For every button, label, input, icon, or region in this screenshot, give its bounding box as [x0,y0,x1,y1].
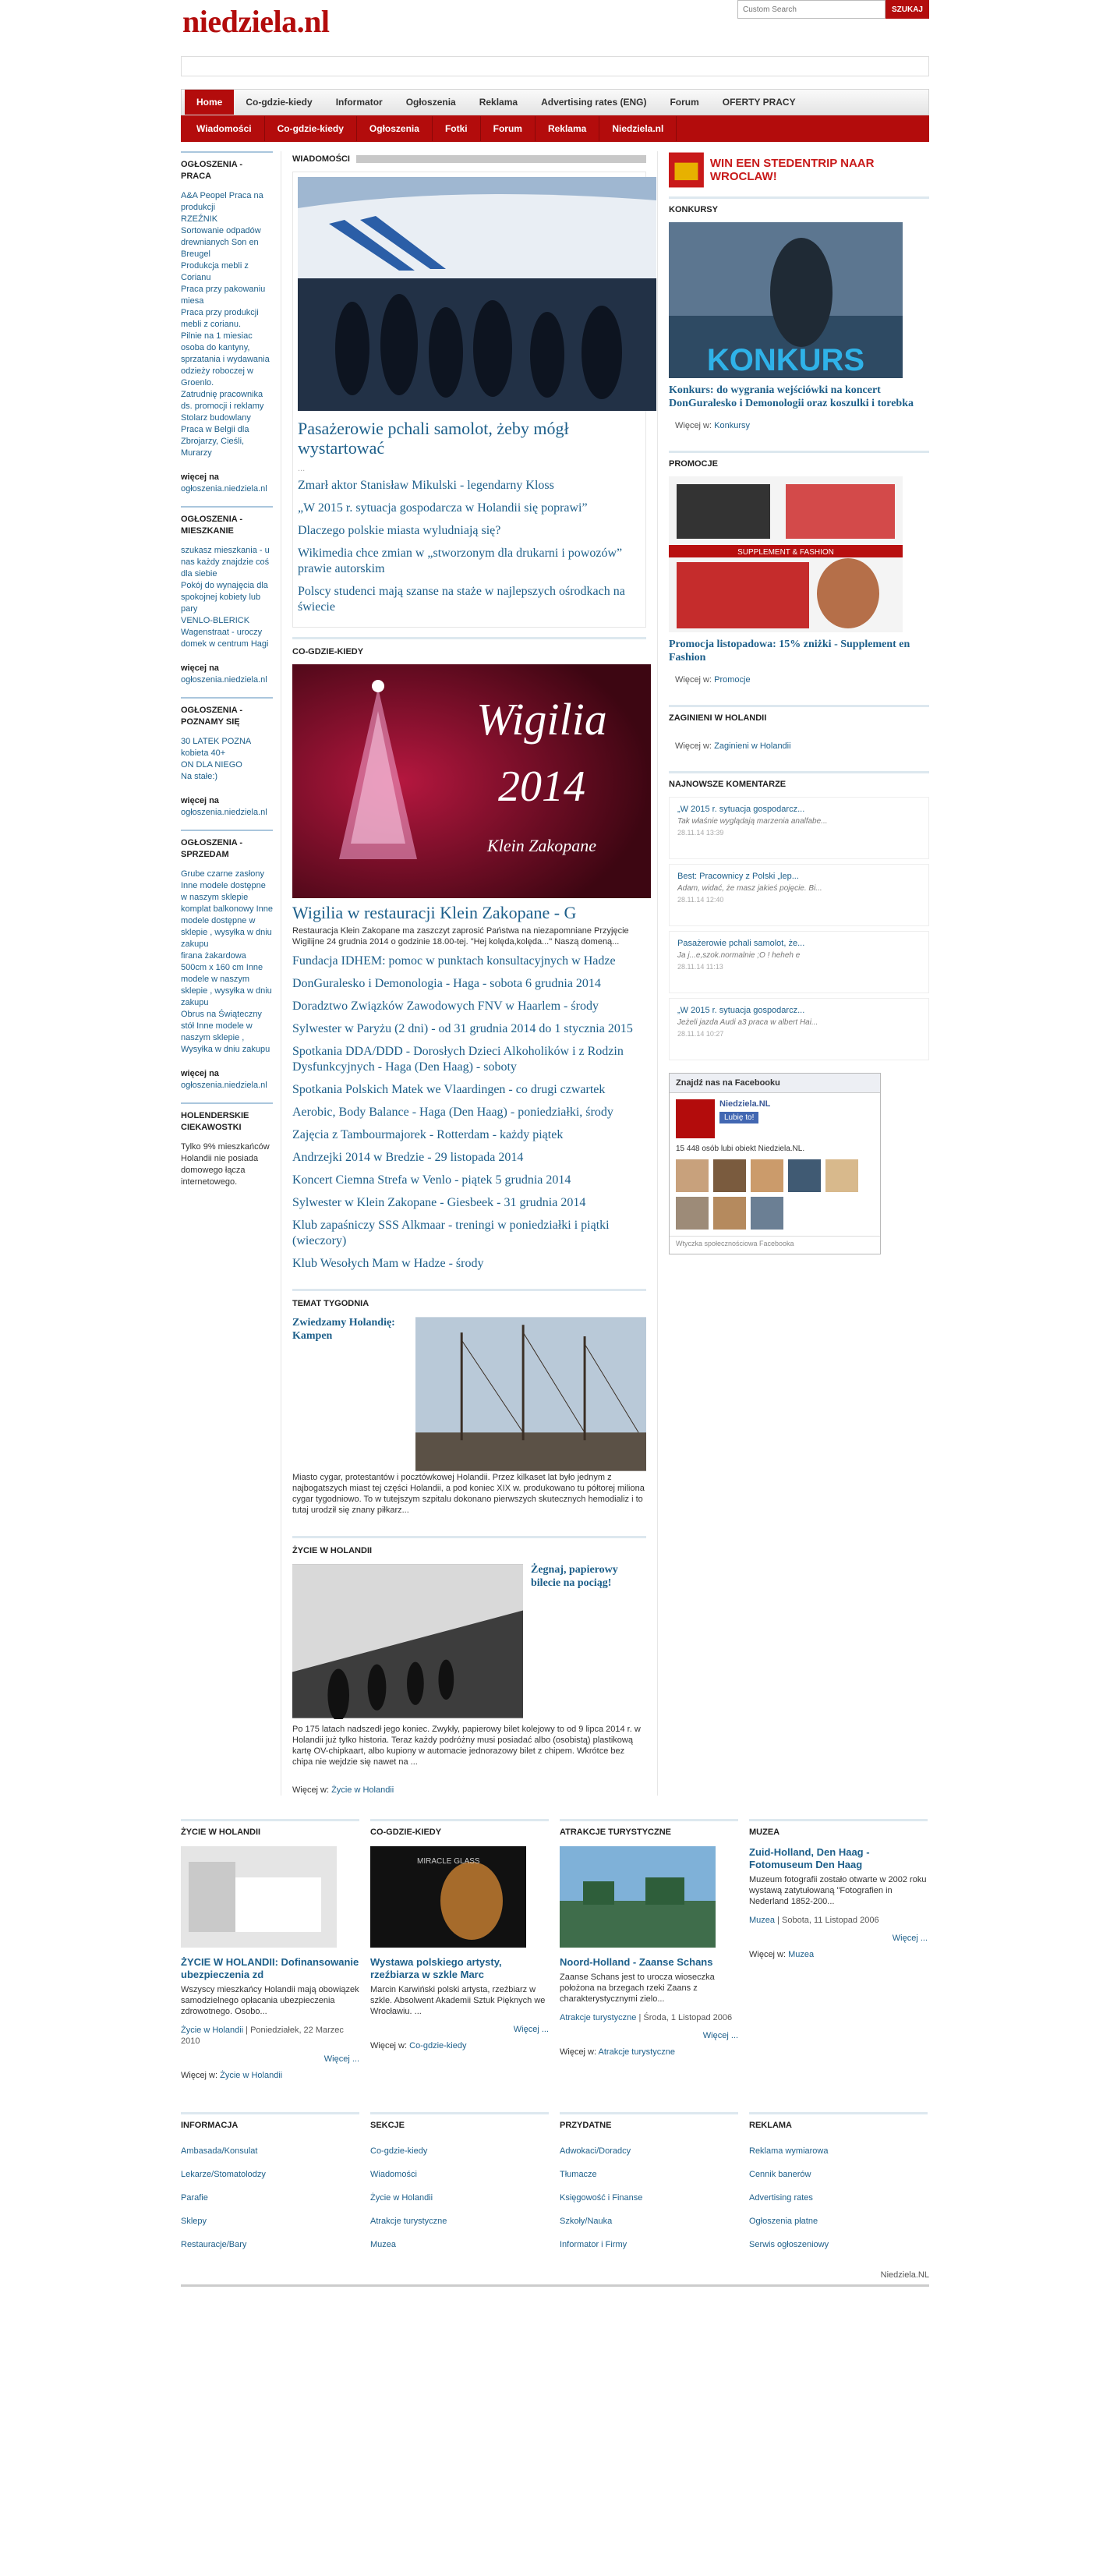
comment-item: „W 2015 r. sytuacja gospodarcz... Tak właśnie wyglądają marzenia analfabe... 28.11.14 13:39 [669,797,929,859]
header [181,0,929,56]
footer-link[interactable]: Informator i Firmy [560,2240,627,2249]
ogloszenia-link[interactable]: ogłoszenia.niedziela.nl [181,808,267,817]
ad-link[interactable]: Obrus na Świąteczny stół Inne modele w naszym sklepie , Wysyłka w dniu zakupu [181,1010,270,1054]
bottom-muzea: MUZEA Zuid-Holland, Den Haag - Fotomuseum Den Haag Muzeum fotografii zostało otwarte w 2002 roku wystawą zatytułowaną "Fotografien in Nederland 1852-200... Muzea | Sobota, 11 Listopad 2006 Więcej ... Więcej w: Muzea [749,1819,928,2081]
avatar[interactable] [751,1197,783,1230]
footer-links [181,2112,929,2256]
ad-link[interactable]: Produkcja mebli z Corianu [181,261,249,282]
section-header: ŻYCIE W HOLANDII [292,1546,373,1555]
ad-link[interactable]: Zatrudnię pracownika ds. promocji i reklamy [181,390,264,411]
ad-link[interactable]: Praca przy produkcji mebli z corianu. [181,308,259,329]
ads-mieszkanie [181,506,273,686]
bottom-meta-link[interactable]: Muzea [749,1916,776,1925]
ads-poznamy-title: OGŁOSZENIA - POZNAMY SIĘ [181,706,243,727]
bottom-img-text: MIRACLE GLASS [417,1857,480,1866]
nav-home[interactable]: Home [185,90,234,115]
bottom-sections [181,1819,929,2081]
event-link[interactable]: Zajęcia z Tambourmajorek - Rotterdam - każdy piątek [292,1128,564,1141]
poster-sub: Klein Zakopane [487,836,596,855]
left-sidebar [181,151,281,1796]
footer-link[interactable]: Tłumacze [560,2170,597,2179]
konkurs-more[interactable]: Konkursy [714,421,750,430]
comment-item: Best: Pracownicy z Polski „lep... Adam, widać, że masz jakieś pojęcie. Bi... 28.11.14 12:40 [669,864,929,926]
avatar[interactable] [825,1159,858,1192]
subnav-reklama[interactable]: Reklama [536,116,599,141]
search-box [737,0,929,19]
poster-title: Wigilia [476,694,607,745]
site-logo[interactable]: niedziela.nl [182,4,330,39]
fb-count: 15 448 osób lubi obiekt Niedziela.NL. [676,1145,805,1153]
zycie-more: Więcej w: Życie w Holandii [292,1785,394,1795]
news-link[interactable]: Polscy studenci mają szanse na staże w najlepszych ośrodkach na świecie [298,585,625,614]
avatar[interactable] [751,1159,783,1192]
promocje-link[interactable]: Promocja listopadowa: 15% zniżki - Supplement en Fashion [669,639,910,663]
ad-link[interactable]: komplat balkonowy Inne modele dostępne w sklepie , wysyłka w dniu zakupu [181,904,274,949]
ad-link[interactable]: A&A Peopel Praca na produkcji [181,191,263,212]
footer-link[interactable]: Ambasada/Konsulat [181,2146,258,2156]
news-lead-image[interactable] [298,177,656,411]
ads-praca [181,151,273,495]
ad-link[interactable]: 30 LATEK POZNA kobieta 40+ [181,737,251,758]
bottom-more[interactable]: Więcej ... [323,2054,359,2064]
bottom-text: Zaanse Schans jest to urocza wioseczka położona na brzegach rzeki Zaans z charakterystycznymi zielo... [560,1973,715,2004]
more-link: więcej na ogłoszenia.niedziela.nl [181,663,273,686]
comment-link[interactable]: Best: Pracownicy z Polski „lep... [677,872,799,881]
ads-praca-title: OGŁOSZENIA - PRACA [181,160,243,181]
news-link[interactable]: Wikimedia chce zmian w „stworzonym dla drukarni i powozów” prawie autorskim [298,547,623,575]
komentarze-title: NAJNOWSZE KOMENTARZE [669,780,787,789]
ad-link[interactable]: VENLO-BLERICK Wagenstraat - uroczy domek w centrum Hagi [181,616,269,649]
ads-sprzedam [181,830,273,1092]
footer-link[interactable]: Księgowość i Finanse [560,2193,643,2203]
promocje-image[interactable] [669,476,903,632]
footer-col [181,2112,359,2256]
footer-col-title: REKLAMA [749,2121,792,2130]
fb-plugin: Wtyczka społecznościowa Facebooka [670,1236,880,1254]
news-lead-title[interactable]: Pasażerowie pchali samolot, żeby mógł wystartować [298,419,569,458]
konkurs-image[interactable] [669,222,903,378]
footer-link[interactable]: Co-gdzie-kiedy [370,2146,428,2156]
poster-year: 2014 [498,763,585,811]
news-link[interactable]: Dlaczego polskie miasta wyludniają się? [298,524,501,537]
event-link[interactable]: Doradztwo Związków Zawodowych FNV w Haarlem - środy [292,1000,599,1013]
bottom-head[interactable]: Zuid-Holland, Den Haag - Fotomuseum Den Haag [749,1846,870,1870]
bottom-head[interactable]: Wystawa polskiego artysty, rzeźbiarza w szkle Marc [370,1956,502,1980]
section-header: CO-GDZIE-KIEDY [292,647,364,656]
search-input[interactable] [737,0,886,19]
bottom-text: Muzeum fotografii zostało otwarte w 2002 roku wystawą zatytułowaną "Fotografien in Nederland 1852-200... [749,1875,927,1906]
temat-text: Miasto cygar, protestantów i pocztówkowej Holandii. Przez kilkaset lat było jednym z najbogatszych miast tej części Holandii, a pod koniec XIX w. produkowano tu półtorej miliona cygar tygodniowo. To w tutejszym szpitalu dokonano pierwszych skutecznych hemodializ i to tutaj urodził się znany piłkarz... [292,1473,645,1515]
footer-link[interactable]: Lekarze/Stomatolodzy [181,2170,266,2179]
bottom-section-link[interactable]: Życie w Holandii [220,2071,283,2080]
nav-oferty-pracy[interactable]: OFERTY PRACY [722,97,796,108]
footer-link[interactable]: Ogłoszenia płatne [749,2217,818,2226]
ogloszenia-link[interactable]: ogłoszenia.niedziela.nl [181,675,267,685]
event-link[interactable]: Koncert Ciemna Strefa w Venlo - piątek 5 grudnia 2014 [292,1173,571,1187]
footer-link[interactable]: Muzea [370,2240,397,2249]
subnav-co-gdzie-kiedy[interactable]: Co-gdzie-kiedy [265,116,357,141]
comment-item: Pasażerowie pchali samolot, że... Ja j...e,szok.normalnie ;O ! heheh e 28.11.14 11:13 [669,931,929,993]
ad-link[interactable]: Stolarz budowlany [181,413,251,423]
footer-link[interactable]: Advertising rates [749,2193,813,2203]
nav-forum[interactable]: Forum [670,97,699,108]
zycie-block [292,1563,646,1719]
avatar[interactable] [676,1159,709,1192]
bottom-title: ATRAKCJE TURYSTYCZNE [560,1828,672,1837]
wigilia-poster[interactable] [292,664,651,898]
ciekawostki-text: Tylko 9% mieszkańców Holandii nie posiada domowego łącza internetowego. [181,1142,270,1187]
ad-link[interactable]: firana żakardowa 500cm x 160 cm Inne modele w naszym sklepie , wysyłka w dniu zakupu [181,951,272,1007]
more-link: więcej na ogłoszenia.niedziela.nl [181,795,273,819]
footer-col [370,2112,549,2256]
konkurs-title: KONKURSY [669,205,718,214]
banner-text: WIN EEN STEDENTRIP NAAR WROCLAW! [709,157,875,183]
subnav-forum[interactable]: Forum [481,116,536,141]
avatar[interactable] [713,1159,746,1192]
footer-brand: Niedziela.NL [181,2270,929,2287]
footer-link[interactable]: Szkoły/Nauka [560,2217,613,2226]
bottom-atrakcje: ATRAKCJE TURYSTYCZNE Noord-Holland - Zaanse Schans Zaanse Schans jest to urocza wioseczka położona na brzegach rzeki Zaans z charakterystycznymi zielo... Atrakcje turystyczne | Środa, 1 Listopad 2006 Więcej ... Więcej w: Atrakcje turystyczne [560,1819,738,2081]
bottom-more[interactable]: Więcej ... [702,2031,738,2040]
footer-link[interactable]: Reklama wymiarowa [749,2146,829,2156]
search-button[interactable]: SZUKAJ [886,0,929,19]
nav-reklama[interactable]: Reklama [479,97,518,108]
nav-advertising[interactable]: Advertising rates (ENG) [541,97,647,108]
ogloszenia-link[interactable]: ogłoszenia.niedziela.nl [181,1081,267,1090]
fb-faces [670,1153,880,1236]
footer-link[interactable]: Sklepy [181,2217,207,2226]
event-link[interactable]: Fundacja IDHEM: pomoc w punktach konsultacyjnych w Hadze [292,954,616,968]
footer-col [560,2112,738,2256]
bottom-head[interactable]: ŻYCIE W HOLANDII: Dofinansowanie ubezpieczenia zd [181,1956,359,1980]
news-link[interactable]: Zmarł aktor Stanisław Mikulski - legendarny Kloss [298,479,554,492]
avatar[interactable] [676,1197,709,1230]
footer-link[interactable]: Adwokaci/Doradcy [560,2146,631,2156]
nav-ogloszenia[interactable]: Ogłoszenia [405,97,456,108]
konkurs-img-text: KONKURS [706,343,865,377]
zaginieni-title: ZAGINIENI W HOLANDII [669,713,767,723]
ad-link[interactable]: Grube czarne zasłony Inne modele dostępne w naszym sklepie [181,869,266,902]
fb-header: Znajdź nas na Facebooku [670,1074,880,1093]
bottom-title: ŻYCIE W HOLANDII [181,1828,261,1837]
fb-page-avatar [676,1099,715,1138]
promo-img-text: SUPPLEMENT & FASHION [737,548,834,557]
fb-like-button[interactable]: Lubię to! [719,1112,758,1123]
facebook-widget [669,1073,881,1254]
subnav-wiadomosci[interactable]: Wiadomości [184,116,265,141]
event-link[interactable]: DonGuralesko i Demonologia - Haga - sobota 6 grudnia 2014 [292,977,601,990]
bottom-text: Wszyscy mieszkańcy Holandii mają obowiązek samodzielnego opłacania ubezpieczenia zdrowotnego. Osobo... [181,1985,359,2016]
zaginieni-more[interactable]: Zaginieni w Holandii [714,741,791,751]
bottom-zycie: ŻYCIE W HOLANDII ŻYCIE W HOLANDII: Dofinansowanie ubezpieczenia zd Wszyscy mieszkańcy Holandii mają obowiązek samodzielnego opłacania ubezpieczenia zdrowotnego. Osobo... Życie w Holandii | Poniedziałek, 22 Marzec 2010 Więcej ... Więcej w: Życie w Holandii [181,1819,359,2081]
event-link[interactable]: Klub Wesołych Mam w Hadze - środy [292,1257,484,1270]
ciekawostki [181,1102,273,1188]
comment-link[interactable]: „W 2015 r. sytuacja gospodarcz... [677,805,805,814]
event-lead-title[interactable]: Wigilia w restauracji Klein Zakopane - G [292,903,577,922]
train-image[interactable] [292,1563,523,1719]
footer-col-title: PRZYDATNE [560,2121,612,2130]
event-link[interactable]: Klub zapaśniczy SSS Alkmaar - treningi w poniedziałki i piątki (wieczory) [292,1219,610,1247]
avatar[interactable] [788,1159,821,1192]
section-header: WIADOMOŚCI [292,151,646,167]
promocje-title: PROMOCJE [669,459,718,469]
comment-item: „W 2015 r. sytuacja gospodarcz... Jeżeli jazda Audi a3 praca w albert Hai... 28.11.14 10:27 [669,998,929,1060]
subnav-fotki[interactable]: Fotki [433,116,481,141]
ad-link[interactable]: Na stałe:) [181,772,218,781]
more-link: więcej na ogłoszenia.niedziela.nl [181,1068,273,1092]
event-link[interactable]: Sylwester w Paryżu (2 dni) - od 31 grudnia 2014 do 1 stycznia 2015 [292,1022,633,1035]
footer-link[interactable]: Restauracje/Bary [181,2240,247,2249]
konkurs-box: KONKURSY KONKURS Konkurs: do wygrania wejściówki na koncert DonGuralesko i Demonologii oraz koszulki i torebka Więcej w: Konkursy [669,196,929,438]
top-toolbar [181,56,929,76]
footer-col-title: SEKCJE [370,2121,405,2130]
footer-link[interactable]: Wiadomości [370,2170,417,2179]
footer-col [749,2112,928,2256]
ad-link[interactable]: Pokój do wynajęcia dla spokojnej kobiety lub pary [181,581,268,614]
ad-link[interactable]: Pilnie na 1 miesiac osoba do kantyny, sprzatania i wydawania odzieży roboczej w Groenlo. [181,331,270,387]
ad-link[interactable]: Praca w Belgii dla Zbrojarzy, Cieśli, Murarzy [181,425,249,458]
promocje-more[interactable]: Promocje [714,675,751,685]
sub-nav [181,115,929,142]
ellipsis: ... [298,464,306,473]
ad-link[interactable]: ON DLA NIEGO [181,760,242,770]
footer-link[interactable]: Atrakcje turystyczne [370,2217,447,2226]
comment-link[interactable]: Pasażerowie pchali samolot, że... [677,939,805,948]
comment-link[interactable]: „W 2015 r. sytuacja gospodarcz... [677,1006,805,1015]
news-link[interactable]: „W 2015 r. sytuacja gospodarcza w Holandii się poprawi” [298,501,588,515]
footer-link[interactable]: Serwis ogłoszeniowy [749,2240,829,2249]
konkurs-link[interactable]: Konkurs: do wygrania wejściówki na koncert DonGuralesko i Demonologii oraz koszulki i torebka [669,384,914,409]
wroclaw-banner[interactable] [669,151,929,189]
bottom-text: Marcin Karwiński polski artysta, rzeźbiarz w szkle. Absolwent Akademii Sztuk Pięknych we Wrocławiu. ... [370,1985,546,2016]
event-link[interactable]: Spotkania Polskich Matek we Vlaardingen - co drugi czwartek [292,1083,606,1096]
ad-link[interactable]: Praca przy pakowaniu miesa [181,285,266,306]
bottom-image[interactable] [560,1846,716,1948]
bottom-head[interactable]: Noord-Holland - Zaanse Schans [560,1956,713,1968]
ad-link[interactable]: Sortowanie odpadów drewnianych Son en Breugel [181,226,261,259]
footer-link[interactable]: Cennik banerów [749,2170,811,2179]
bottom-more[interactable]: Więcej ... [513,2025,549,2034]
main-content [281,151,658,1796]
news-block [292,172,646,628]
bottom-meta-link[interactable]: Atrakcje turystyczne [560,2013,637,2022]
zycie-title[interactable]: Żegnaj, papierowy bilecie na pociąg! [531,1564,618,1589]
event-link[interactable]: Spotkania DDA/DDD - Dorosłych Dzieci Alkoholików i z Rodzin Dysfunkcyjnych - Haga (Den Haag) - soboty [292,1045,624,1074]
bottom-image[interactable] [181,1846,337,1948]
zycie-more-link[interactable]: Życie w Holandii [331,1785,394,1795]
ad-link[interactable]: szukasz mieszkania - u nas każdy znajdzie coś dla siebie [181,546,270,579]
bottom-section-link[interactable]: Muzea [788,1950,815,1959]
kampen-image[interactable] [415,1316,646,1472]
event-link[interactable]: Sylwester w Klein Zakopane - Giesbeek - 31 grudnia 2014 [292,1196,586,1209]
ads-mieszkanie-title: OGŁOSZENIA - MIESZKANIE [181,515,243,536]
bottom-section-link[interactable]: Co-gdzie-kiedy [409,2041,467,2051]
bottom-cogdzie: CO-GDZIE-KIEDY MIRACLE GLASS Wystawa polskiego artysty, rzeźbiarza w szkle Marc Marcin Karwiński polski artysta, rzeźbiarz w szkle. Absolwent Akademii Sztuk Pięknych we Wrocławiu. ... Więcej ... Więcej w: Co-gdzie-kiedy [370,1819,549,2081]
ads-sprzedam-title: OGŁOSZENIA - SPRZEDAM [181,838,243,859]
zaginieni-box: ZAGINIENI W HOLANDII Więcej w: Zaginieni w Holandii [669,705,929,759]
more-link: więcej na ogłoszenia.niedziela.nl [181,472,273,495]
promocje-box: PROMOCJE SUPPLEMENT & FASHION Promocja listopadowa: 15% zniżki - Supplement en Fashion Więcej w: Promocje [669,451,929,692]
ads-poznamy [181,697,273,819]
komentarze-box [669,771,929,1060]
event-link[interactable]: Aerobic, Body Balance - Haga (Den Haag) - poniedziałki, środy [292,1106,613,1119]
nav-informator[interactable]: Informator [335,97,383,108]
bottom-meta-link[interactable]: Życie w Holandii [181,2026,244,2035]
footer-link[interactable]: Życie w Holandii [370,2193,433,2203]
bottom-section-link[interactable]: Atrakcje turystyczne [598,2047,675,2057]
temat-block [292,1316,646,1472]
footer-link[interactable]: Parafie [181,2193,208,2203]
bottom-more[interactable]: Więcej ... [892,1934,928,1943]
bottom-image[interactable] [370,1846,526,1948]
main-nav [181,89,929,115]
ad-link[interactable]: RZEŹNIK [181,214,218,224]
zycie-text: Po 175 latach nadszedł jego koniec. Zwykły, papierowy bilet kolejowy to od 9 lipca 2014 r. w Holandii już tylko historia. Teraz każdy podróżny musi posiadać albo (osobistą) plastikową kartę OV-chipkaart, albo kupiony w automacie jednorazowy bilet z chipem. Wkrótce bez chipa nie wejdzie się nawet na ... [292,1725,641,1767]
ogloszenia-link[interactable]: ogłoszenia.niedziela.nl [181,484,267,494]
temat-title[interactable]: Zwiedzamy Holandię: Kampen [292,1317,395,1342]
nav-co-gdzie-kiedy[interactable]: Co-gdzie-kiedy [246,97,313,108]
bottom-title: CO-GDZIE-KIEDY [370,1828,442,1837]
ciekawostki-title: HOLENDERSKIE CIEKAWOSTKI [181,1111,249,1132]
avatar[interactable] [713,1197,746,1230]
subnav-niedziela[interactable]: Niedziela.nl [599,116,677,141]
event-link[interactable]: Andrzejki 2014 w Bredzie - 29 listopada 2014 [292,1151,524,1164]
subnav-ogloszenia[interactable]: Ogłoszenia [357,116,433,141]
event-lead-text: Restauracja Klein Zakopane ma zaszczyt zaprosić Państwa na niezapomniane Przyjęcie Wigilijne 24 grudnia 2014 o godzinie 18.00-tej. "Hej kolęda,kolęda..." Naszą domeną... [292,926,629,947]
footer-col-title: INFORMACJA [181,2121,239,2130]
section-header: TEMAT TYGODNIA [292,1299,369,1308]
fb-page-name[interactable]: Niedziela.NL [719,1099,771,1109]
bottom-title: MUZEA [749,1828,780,1837]
right-sidebar [658,151,929,1796]
